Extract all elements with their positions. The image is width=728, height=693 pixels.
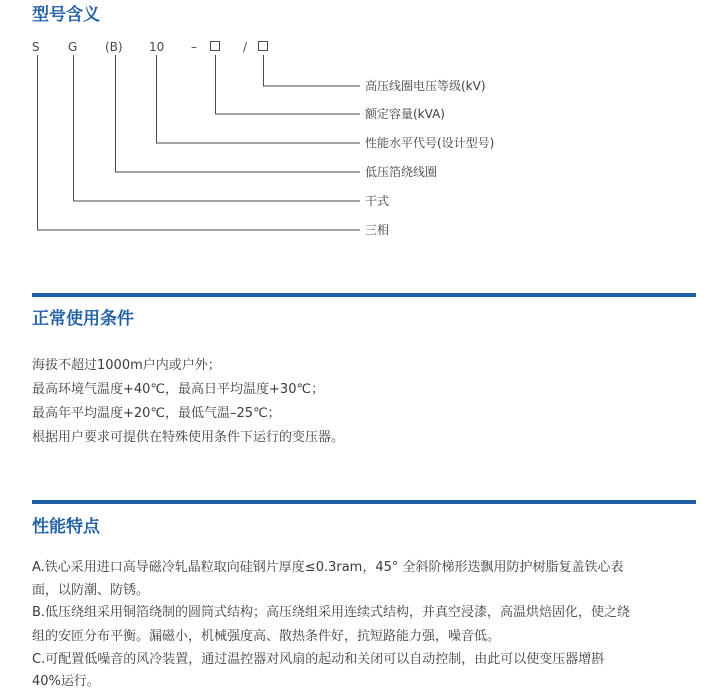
feature-line: B.低压绕组采用铜箔绕制的圆筒式结构；高压绕组采用连续式结构，并真空浸漆，高温烘焙固化，使之绕 (32, 605, 631, 620)
code-s: S (32, 40, 40, 54)
voltage-leader-line (264, 55, 361, 86)
code-b: (B) (105, 40, 123, 54)
code-g: G (68, 40, 78, 54)
condition-line: 最高年平均温度+20℃，最低气温–25℃； (32, 406, 281, 421)
feature-line: C.可配置低噪音的风冷装置，通过温控器对风扇的起动和关闭可以自动控制，由此可以使变压器增斟 (32, 652, 605, 667)
code-slash: / (243, 40, 248, 54)
condition-line: 最高环境气温度+40℃，最高日平均温度+30℃； (32, 382, 325, 397)
condition-line: 海拔不超过1000m户内或户外； (32, 358, 221, 373)
legend-foil-winding: 低压箔绕线圈 (365, 165, 438, 179)
section-divider-conditions (32, 293, 696, 297)
code-dash: – (191, 40, 197, 54)
condition-line: 根据用户要求可提供在特殊使用条件下运行的变压器。 (32, 430, 345, 445)
section-divider-features (32, 500, 696, 504)
conditions-title: 正常使用条件 (32, 309, 134, 329)
features-title: 性能特点 (32, 517, 100, 537)
model-meaning-title: 型号含义 (32, 5, 100, 25)
legend-voltage: 高压线圈电压等级(kV) (365, 79, 486, 93)
legend-dry-type: 干式 (365, 194, 390, 208)
legend-three-phase: 三相 (365, 223, 390, 237)
performance-leader-line (157, 55, 361, 143)
capacity-leader-line (216, 55, 361, 114)
code-10: 10 (149, 40, 165, 54)
feature-line: 面，以防潮、防锈。 (32, 583, 150, 598)
model-legend-lines (0, 0, 728, 260)
legend-capacity: 额定容量(kVA) (365, 107, 445, 121)
dry-leader-line (74, 55, 361, 201)
feature-line: 组的安匝分布平衡。漏磁小，机械强度高、散热条件好，抗短路能力强，噪音低。 (32, 629, 501, 644)
feature-line: A.铁心采用进口高导磁冷轧晶粒取向硅钢片厚度≤0.3ram，45° 全斜阶梯形迭飘用防护树脂复盖铁心表 (32, 560, 624, 575)
feature-line: 40%运行。 (32, 674, 100, 689)
legend-performance: 性能水平代号(设计型号) (365, 136, 495, 150)
